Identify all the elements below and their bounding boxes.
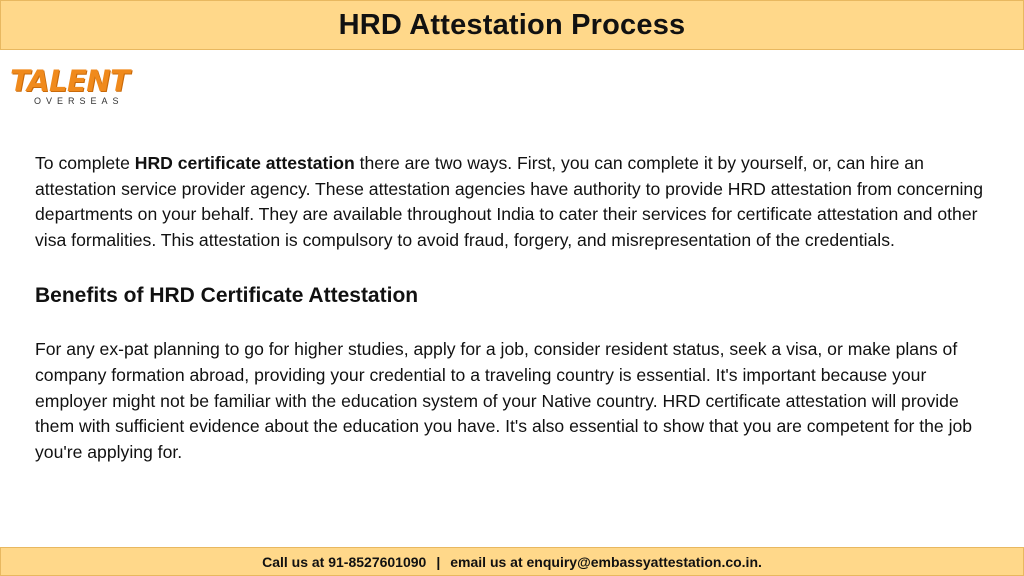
company-logo — [10, 66, 142, 110]
footer-separator: | — [436, 553, 441, 570]
footer-phone: Call us at 91-8527601090 — [262, 553, 427, 570]
intro-text-start: To complete — [35, 153, 135, 173]
page-title: HRD Attestation Process — [338, 8, 686, 41]
title-bar — [0, 0, 1024, 50]
intro-text-rest: there are two ways. First, you can complete it by yourself, or, can hire an attestation service provider agency. These attestation agencies have authority to provide HRD attestation from concerning departments on your behalf. They are available throughout India to cater their services for certificate attestation and other visa formalities. This attestation is compulsory to avoid fraud, forgery, and misrepresentation of the credentials. — [35, 153, 983, 250]
benefits-heading: Benefits of HRD Certificate Attestation — [35, 284, 419, 308]
main-content — [35, 151, 995, 465]
benefits-paragraph: For any ex-pat planning to go for higher studies, apply for a job, consider resident status, seek a visa, or make plans of company formation abroad, providing your credential to a traveling country is essential. It's important because your employer might not be familiar with the education system of your Native country. HRD certificate attestation will provide them with sufficient evidence about the education you have. It's also essential to show that you are competent for the job you're applying for. — [35, 339, 973, 462]
logo-main-text: TALENT — [10, 64, 130, 98]
footer-email: email us at enquiry@embassyattestation.co.in. — [450, 553, 762, 570]
footer-bar — [0, 547, 1024, 576]
intro-bold-term: HRD certificate attestation — [134, 153, 355, 173]
intro-paragraph — [35, 151, 995, 253]
logo-sub-text: OVERSEAS — [34, 96, 124, 106]
